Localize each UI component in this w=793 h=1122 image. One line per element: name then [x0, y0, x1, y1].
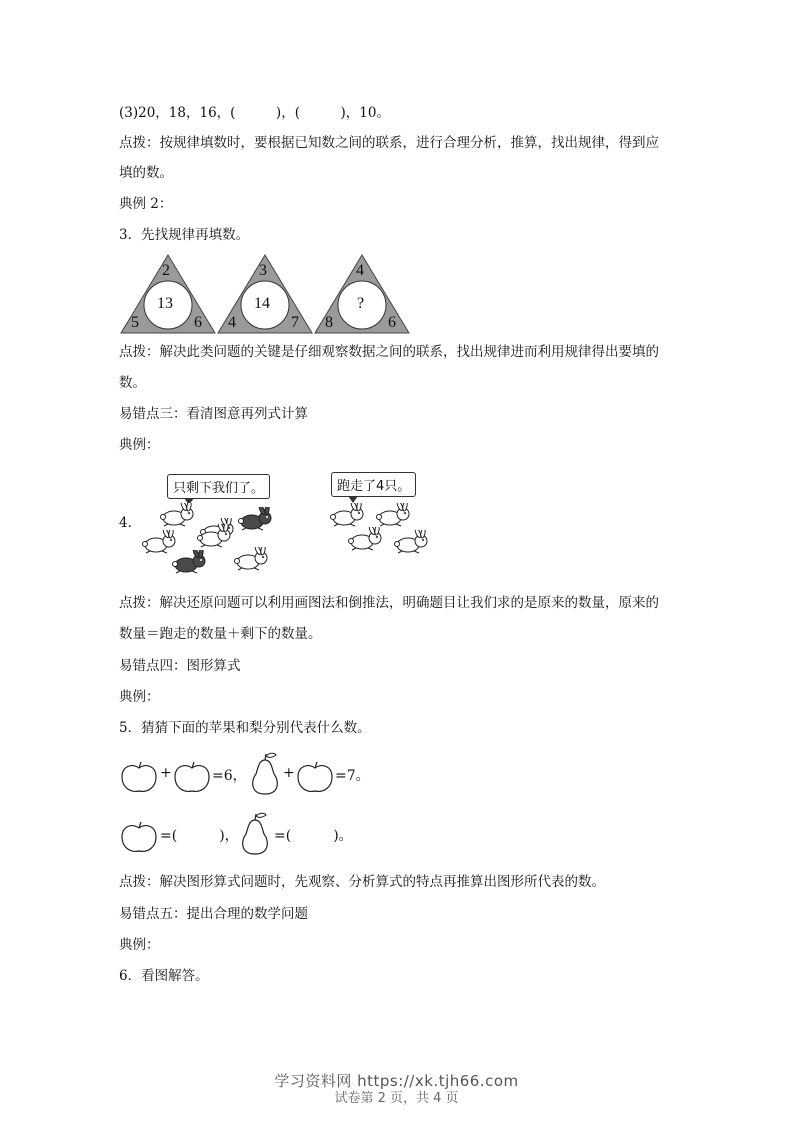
- rabbit-icon: [197, 524, 235, 548]
- rabbit-icon: [160, 503, 198, 527]
- rabbit-icon: [172, 550, 210, 574]
- fruit-equation-row-2: [120, 812, 420, 856]
- question-3: 3．先找规律再填数。: [119, 227, 250, 243]
- triangle-3-right: 6: [388, 314, 396, 331]
- page-footer: [0, 1070, 793, 1106]
- pear-icon: [238, 812, 272, 856]
- pear-answer-blank: =( )。: [274, 828, 353, 844]
- triangle-2-top: 3: [259, 262, 267, 279]
- page-number: 试卷第 2 页，共 4 页: [334, 1091, 459, 1106]
- tip-4: 点拨：解决图形算式问题时，先观察、分析算式的特点再推算出图形所代表的数。: [119, 874, 605, 890]
- triangle-3-top: 4: [356, 262, 364, 279]
- triangle-puzzle-group: [120, 254, 410, 334]
- question-6: 6．看图解答。: [119, 968, 209, 984]
- question-3-3: (3)20，18，16，( )，( )，10。: [119, 105, 390, 121]
- triangle-1-top: 2: [162, 262, 170, 279]
- speech-bubble-right: 跑走了4只。: [331, 472, 416, 497]
- triangle-3-center: ?: [357, 295, 365, 312]
- tip-3-line-a: 点拨：解决还原问题可以利用画图法和倒推法，明确题目让我们求的是原来的数量，原来的: [119, 595, 659, 611]
- tip-2-line-a: 点拨：解决此类问题的关键是仔细观察数据之间的联系，找出规律进而利用规律得出要填的: [119, 344, 659, 360]
- triangle-puzzle-1: [120, 254, 216, 334]
- equals-six: =6，: [212, 768, 247, 784]
- apple-icon: [173, 760, 211, 794]
- plus-sign-2: +: [283, 765, 295, 781]
- tip-2-line-b: 数。: [119, 375, 146, 391]
- apple-icon: [120, 760, 158, 794]
- triangle-2-center: 14: [254, 295, 270, 312]
- triangle-puzzle-2: [217, 254, 313, 334]
- question-4: 4．: [119, 515, 142, 531]
- apple-icon: [120, 820, 158, 854]
- equals-seven: =7。: [335, 768, 370, 784]
- triangle-2-right: 7: [291, 314, 299, 331]
- triangle-2-left: 4: [228, 314, 236, 331]
- tip-3-line-b: 数量＝跑走的数量＋剩下的数量。: [119, 626, 322, 642]
- apple-icon: [296, 760, 334, 794]
- rabbit-icon: [376, 503, 414, 527]
- example-3-label: 典例：: [119, 437, 160, 453]
- pear-icon: [248, 752, 282, 796]
- error-point-4: 易错点四：图形算式: [119, 658, 241, 674]
- tip-1-line-b: 填的数。: [119, 165, 173, 181]
- question-5: 5．猜猜下面的苹果和梨分别代表什么数。: [119, 720, 371, 736]
- example-5-label: 典例：: [119, 937, 160, 953]
- example-2-label: 典例 2：: [119, 196, 173, 212]
- rabbit-icon: [234, 547, 272, 571]
- example-4-label: 典例：: [119, 689, 160, 705]
- triangle-3-left: 8: [325, 314, 333, 331]
- triangle-1-center: 13: [157, 295, 173, 312]
- rabbit-icon: [348, 527, 386, 551]
- tip-1-line-a: 点拨：按规律填数时，要根据已知数之间的联系，进行合理分析，推算，找出规律，得到应: [119, 135, 659, 151]
- plus-sign-1: +: [160, 765, 172, 781]
- apple-answer-blank: =( )，: [160, 828, 239, 844]
- triangle-1-left: 5: [131, 314, 139, 331]
- rabbit-icon: [394, 530, 432, 554]
- rabbit-icon: [330, 503, 368, 527]
- rabbit-icon: [238, 507, 276, 531]
- error-point-5: 易错点五：提出合理的数学问题: [119, 906, 308, 922]
- triangle-puzzle-3: [314, 254, 410, 334]
- error-point-3: 易错点三：看清图意再列式计算: [119, 406, 308, 422]
- speech-bubble-left: 只剩下我们了。: [167, 474, 270, 499]
- fruit-equation-row-1: [120, 752, 420, 796]
- triangle-1-right: 6: [194, 314, 202, 331]
- watermark: 学习资料网 https://xk.tjh66.com: [274, 1072, 519, 1090]
